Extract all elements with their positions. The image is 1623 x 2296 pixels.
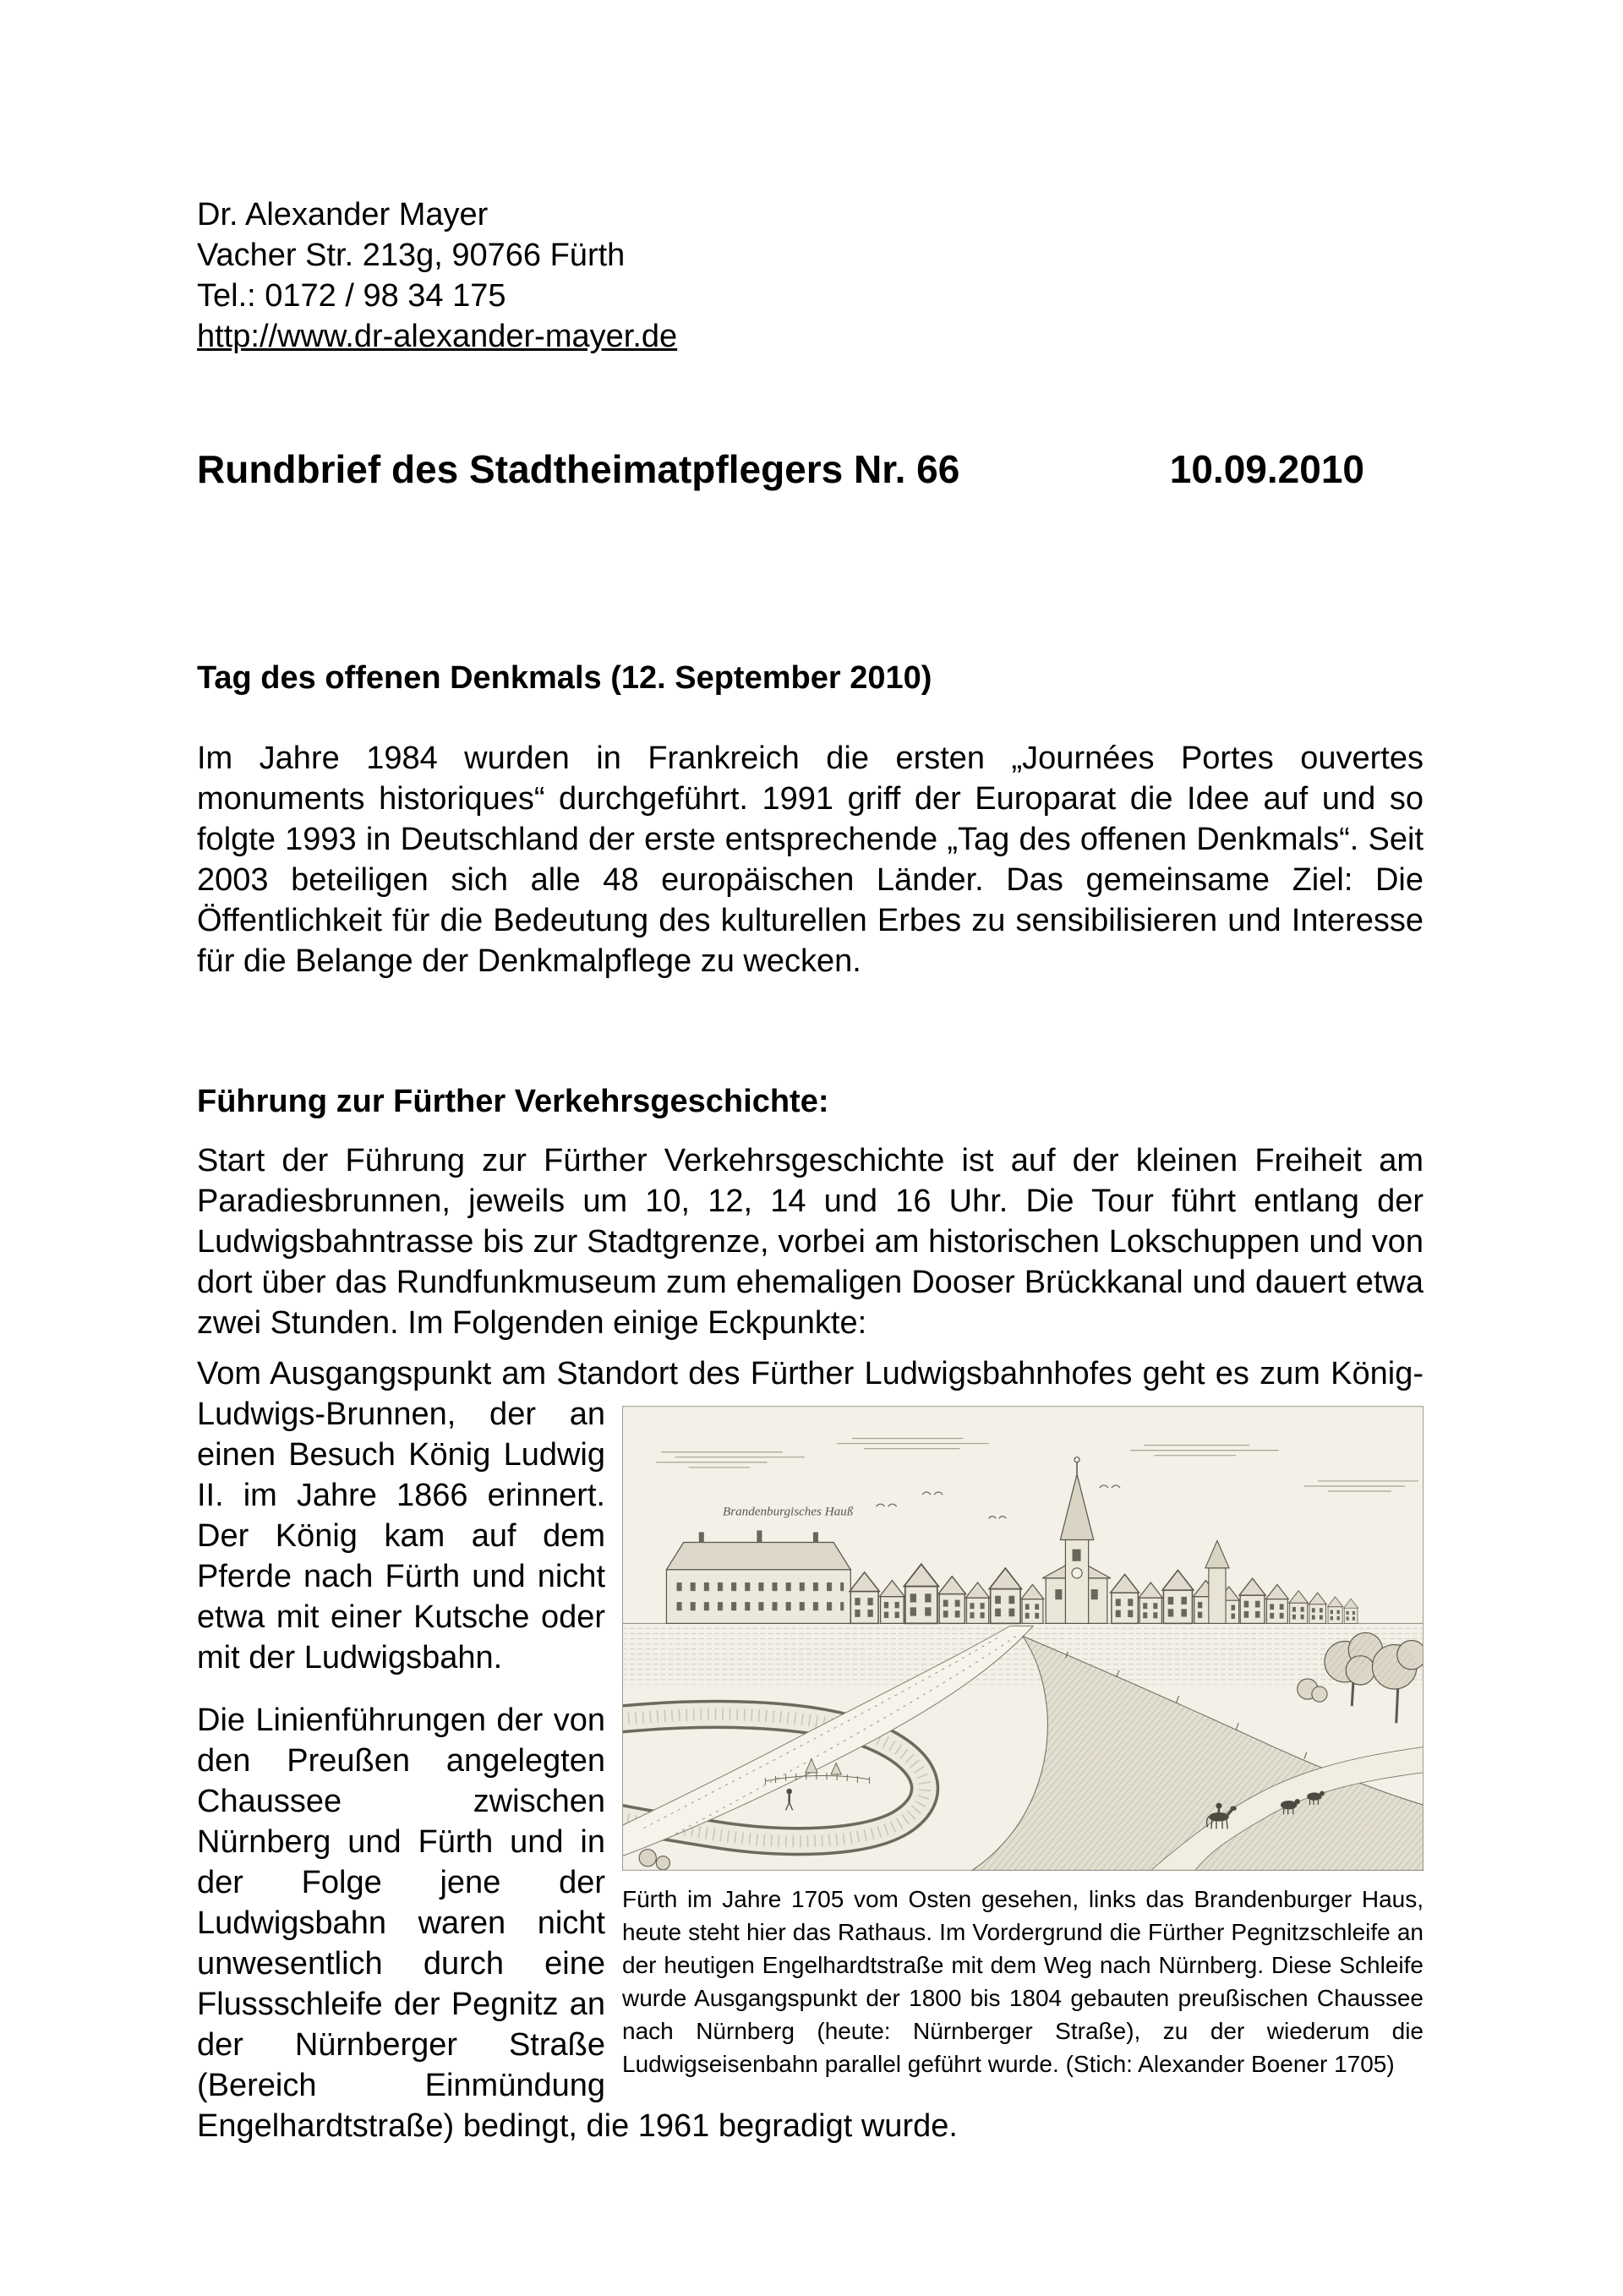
section-heading-denkmal: Tag des offenen Denkmals (12. September 2010)	[197, 660, 932, 696]
paragraph-fuehrung-pegnitz: Die Linienführungen der von den Preußen angelegten Chaussee zwischen Nürnberg und Fürth und in der Folge jene der Ludwigsbahn waren nicht unwesentlich durch eine Flussschleife der Pegnitz an der Nürnberger Straße (Bereich Einmündung Engelhardtstraße) bedingt, die 1961 begradigt wurde.	[197, 1703, 958, 2144]
engraving-label: Brandenburgisches Hauß	[723, 1505, 854, 1519]
engraving-figure	[622, 1406, 1424, 2080]
brandenburger-haus	[666, 1530, 850, 1623]
newsletter-title: Rundbrief des Stadtheimatpflegers Nr. 66	[197, 447, 960, 491]
paragraph-denkmal: Im Jahre 1984 wurden in Frankreich die ersten „Journées Portes ouvertes monuments historiques“ durchgeführt. 1991 griff der Europarat die Idee auf und so folgte 1993 in Deutschland der erste entsprechende „Tag des offenen Denkmals“. Seit 2003 beteiligen sich alle 48 europäischen Länder. Das gemeinsame Ziel: Die Öffentlichkeit für die Bedeutung des kulturellen Erbes zu sensibilisieren und Interesse für die Belange der Denkmalpflege zu wecken.	[197, 741, 1424, 979]
sender-name: Dr. Alexander Mayer	[197, 197, 489, 232]
paragraph-fuehrung-intro: Start der Führung zur Fürther Verkehrsgeschichte ist auf der kleinen Freiheit am Paradiesbrunnen, jeweils um 10, 12, 14 und 16 Uhr. Die Tour führt entlang der Ludwigsbahntrasse bis zur Stadtgrenze, vorbei am historischen Lokschuppen und von dort über das Rundfunkmuseum zum ehemaligen Dooser Brückkanal und dauert etwa zwei Stunden. Im Folgenden einige Eckpunkte:	[197, 1143, 1424, 1341]
figure-caption: Fürth im Jahre 1705 vom Osten gesehen, links das Brandenburger Haus, heute steht hier das Rathaus. Im Vordergrund die Fürther Pegnitzschleife an der heutigen Engelhardtstraße mit dem Weg nach Nürnberg. Diese Schleife wurde Ausgangspunkt der 1800 bis 1804 gebauten preußischen Chaussee nach Nürnberg (heute: Nürnberger Straße), zu der wiederum die Ludwigseisenbahn parallel geführt wurde. (Stich: Alexander Boener 1705)	[622, 1886, 1424, 2077]
sender-phone: Tel.: 0172 / 98 34 175	[197, 278, 506, 314]
newsletter-date: 10.09.2010	[1169, 447, 1364, 491]
title-row	[197, 446, 1424, 493]
sender-address: Vacher Str. 213g, 90766 Fürth	[197, 238, 626, 273]
route-text-start: Vom Ausgangspunkt am Standort des Fürther Ludwigsbahnhofes geht es zum	[197, 1356, 1320, 1391]
section-heading-fuehrung: Führung zur Fürther Verkehrsgeschichte:	[197, 1084, 829, 1119]
engraving-image	[622, 1406, 1424, 1871]
route-text-rest: König-Ludwigs-Brunnen, der an einen Besuch König Ludwig II. im Jahre 1866 erinnert. Der König kam auf dem Pferde nach Fürth und nicht etwa mit einer Kutsche oder mit der Ludwigsbahn.	[197, 1356, 1424, 1676]
sender-block	[197, 194, 1424, 357]
sender-website-link[interactable]: http://www.dr-alexander-mayer.de	[197, 319, 678, 354]
